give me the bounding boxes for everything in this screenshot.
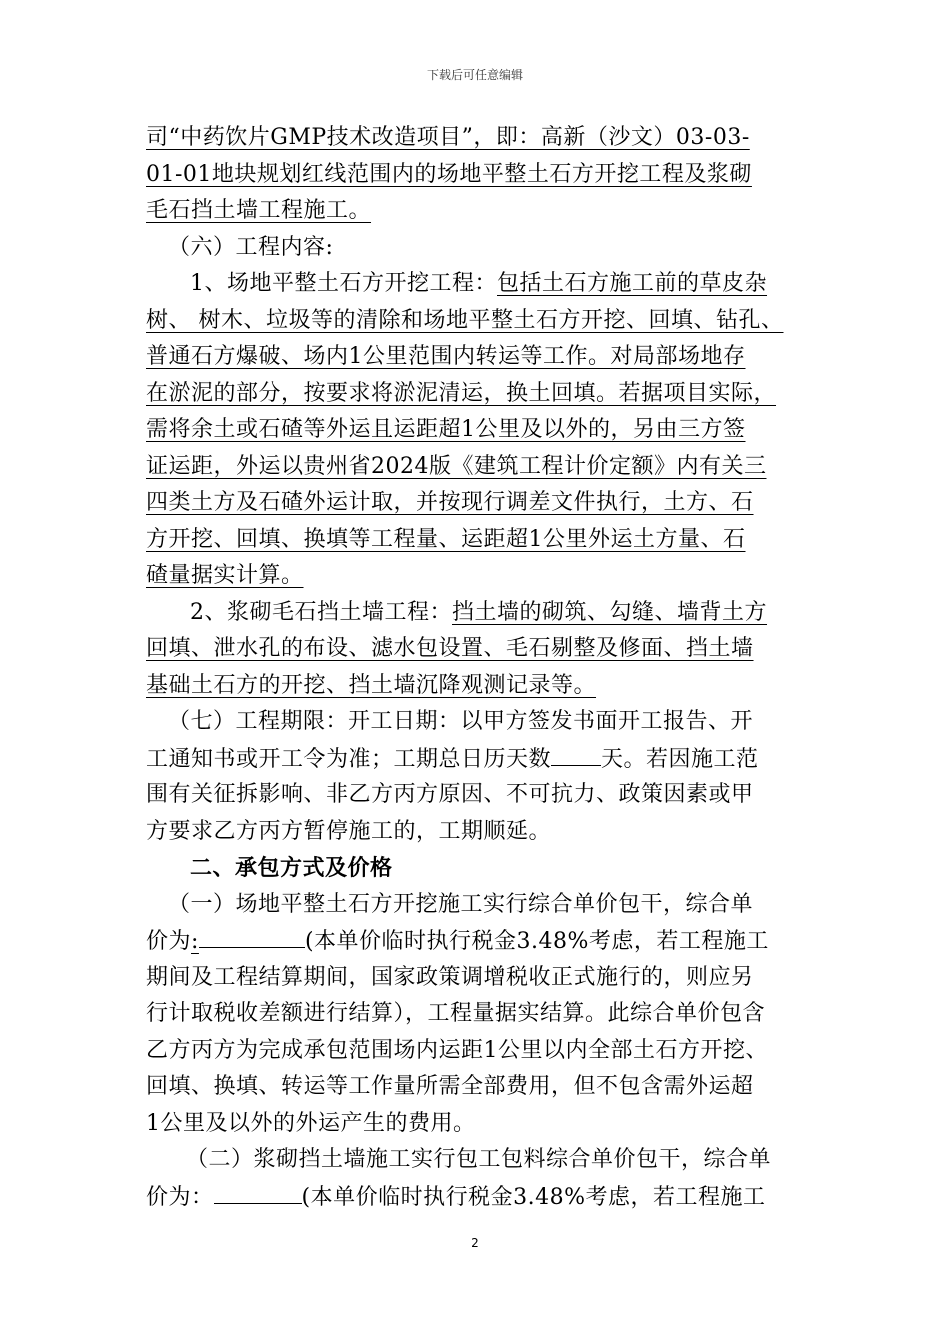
underlined-text: 基础土石方的开挖、挡土墙沉降观测记录等。 [146,672,597,698]
underlined-text: 回填、泄水孔的布设、滤水包设置、毛石剔整及修面、挡土墙 [146,636,754,661]
text-line: 工通知书或开工令为准；工期总日历天数 天。若因施工范 [146,741,814,778]
text-line: 1公里及以外的外运产生的费用。 [146,1110,476,1136]
unit-price-blank [214,1179,302,1204]
underlined-text: 需将余土或石碴等外运且运距超1公里及以外的，另由三方签 [146,417,746,442]
section-heading: （六）工程内容: [168,234,334,260]
text-line: （七）工程期限：开工日期：以甲方签发书面开工报告、开 [168,709,754,734]
underlined-text: 挡土墙的砌筑、勾缝、墙背土方 [452,599,768,625]
text-line [146,522,814,559]
text-line [146,376,814,413]
text-line [146,558,814,595]
text-line: （一）场地平整土石方开挖施工实行综合单价包干，综合单 [168,891,754,917]
underlined-text: 树、 树木、垃圾等的清除和场地平整土石方开挖、回填、钻孔、 [146,307,784,333]
underlined-text: 包括土石方施工前的草皮杂 [497,271,768,296]
text-line: 围有关征拆影响、非乙方丙方原因、不可抗力、政策因素或甲 [146,782,754,807]
text-line [146,485,814,522]
text-line [146,668,814,705]
section-title: 二、承包方式及价格 [190,855,393,881]
text-line [146,595,814,632]
text-line [146,631,814,668]
underlined-text: 01-01地块规划红线范围内的场地平整土石方开挖工程及浆砌 [146,161,752,187]
text-line: 回填、换填、转运等工作量所需全部费用，但不包含需外运超 [146,1074,754,1099]
text-line [146,339,814,376]
text-line [146,449,814,486]
text-line: 行计取税收差额进行结算），工程量据实结算。此综合单价包含 [146,1001,766,1026]
text-line [146,266,814,303]
document-body [146,120,814,1215]
text-line: 乙方丙方为完成承包范围场内运距1公里以内全部土石方开挖、 [146,1037,768,1063]
text-line [146,120,814,157]
underlined-text: 毛石挡土墙工程施工。 [146,198,372,223]
text-line [146,412,814,449]
text-line [146,193,814,230]
page-header: 下载后可任意编辑 [426,68,523,82]
underlined-text: 碴量据实计算。 [146,563,304,588]
item-label: 1、场地平整土石方开挖工程： [190,271,497,296]
duration-blank [551,741,601,766]
text-line: 价为: (本单价临时执行税金3.48%考虑，若工程施工 [146,923,814,960]
underlined-text: 司“中药饮片GMP技术改造项目”，即：高新（沙文）03-03- [146,125,750,150]
text-line: 价为： (本单价临时执行税金3.48%考虑，若工程施工 [146,1179,814,1216]
underlined-text: 四类土方及石碴外运计取，并按现行调差文件执行，土方、石 [146,490,754,515]
item-label: 2、浆砌毛石挡土墙工程： [190,599,452,625]
text-line: （二）浆砌挡土墙施工实行包工包料综合单价包干，综合单 [186,1147,772,1172]
text-line [146,157,814,194]
text-line [146,303,814,340]
underlined-text: 方开挖、回填、换填等工程量、运距超1公里外运土方量、石 [146,526,746,552]
text-line: 方要求乙方丙方暂停施工的，工期顺延。 [146,818,552,844]
underlined-text: 在淤泥的部分，按要求将淤泥清运，换土回填。若据项目实际， [146,380,777,406]
page-number: 2 [471,1236,479,1250]
underlined-text: 普通石方爆破、场内1公里范围内转运等工作。对局部场地存 [146,344,746,369]
underlined-text: 证运距，外运以贵州省2024版《建筑工程计价定额》内有关三 [146,453,767,479]
text-line: 期间及工程结算期间，国家政策调增税收正式施行的，则应另 [146,964,754,990]
unit-price-blank [199,923,305,948]
